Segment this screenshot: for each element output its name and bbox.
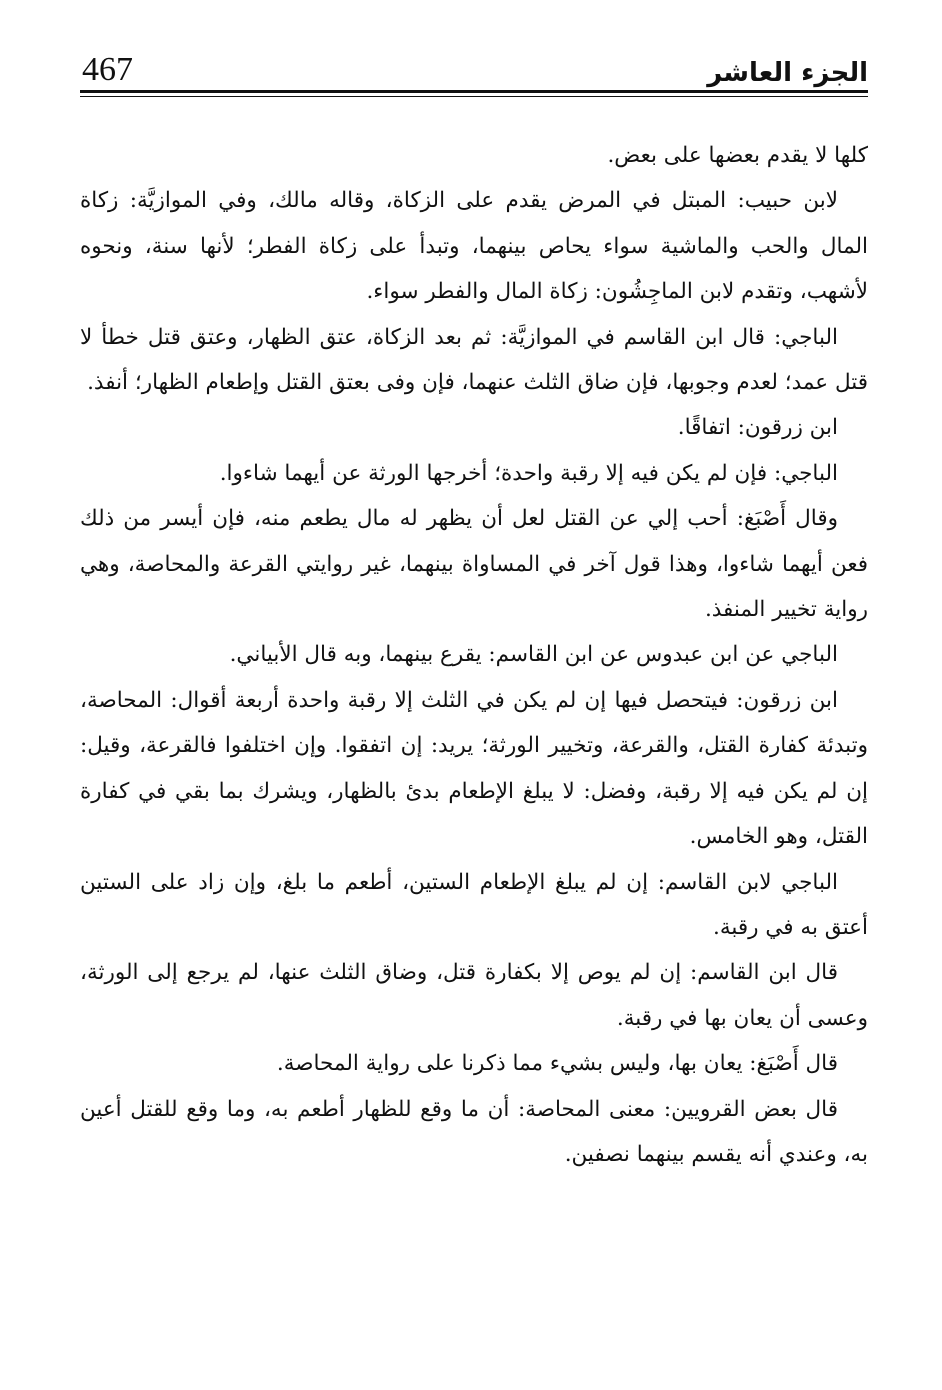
paragraph-6: وقال أَصْبَغ: أحب إلي عن القتل لعل أن يظهر له مال يطعم منه، فإن أيسر من ذلك فعن أيهما شاءوا، وهذا قول آخر في المساواة بينهما، غير روايتي القرعة والمحاصة، وهي رواية تخيير المنفذ. (80, 506, 868, 623)
page-number: 467 (82, 51, 133, 88)
body-text (80, 133, 868, 1177)
paragraph-11: قال أَصْبَغ: يعان بها، وليس بشيء مما ذكرنا على رواية المحاصة. (276, 1051, 838, 1077)
paragraph-3: الباجي: قال ابن القاسم في الموازيَّة: ثم بعد الزكاة، عتق الظهار، وعتق قتل خطأ لا قتل عمد؛ لعدم وجوبها، فإن ضاق الثلث عنهما، فإن وفى بعتق القتل وإطعام الظهار؛ أنفذ. (80, 324, 868, 396)
paragraph-4: ابن زرقون: اتفاقًا. (677, 415, 838, 441)
paragraph-7: الباجي عن ابن عبدوس عن ابن القاسم: يقرع بينهما، وبه قال الأبياني. (229, 642, 838, 668)
header-rule-thick (80, 90, 868, 93)
paragraph-5: الباجي: فإن لم يكن فيه إلا رقبة واحدة؛ أخرجها الورثة عن أيهما شاءوا. (219, 460, 838, 486)
paragraph-12: قال بعض القرويين: معنى المحاصة: أن ما وقع للظهار أطعم به، وما وقع للقتل أعين به، وعندي أنه يقسم بينهما نصفين. (80, 1096, 868, 1167)
paragraph-9: الباجي لابن القاسم: إن لم يبلغ الإطعام الستين، أطعم ما بلغ، وإن زاد على الستين أعتق به في رقبة. (80, 869, 868, 940)
paragraph-8: ابن زرقون: فيتحصل فيها إن لم يكن في الثلث إلا رقبة واحدة أربعة أقوال: المحاصة، وتبدئة كفارة القتل، والقرعة، وتخيير الورثة؛ يريد: إن اتفقوا. وإن اختلفوا فالقرعة، وقيل: إن لم يكن فيه إلا رقبة، وفضل: لا يبلغ الإطعام بدئ بالظهار، ويشرك بما بقي في كفارة القتل، وهو الخامس. (80, 687, 868, 850)
running-head: الجزء العاشر (707, 58, 868, 88)
header-rule-thin (80, 96, 868, 97)
paragraph-1: كلها لا يقدم بعضها على بعض. (607, 143, 868, 168)
paragraph-2: لابن حبيب: المبتل في المرض يقدم على الزكاة، وقاله مالك، وفي الموازيَّة: زكاة المال والحب والماشية سواء يحاص بينهما، وتبدأ على زكاة الفطر؛ لأنها سنة، ونحوه لأشهب، وتقدم لابن الماجِشُون: زكاة المال والفطر سواء. (80, 188, 868, 305)
paragraph-10: قال ابن القاسم: إن لم يوص إلا بكفارة قتل، وضاق الثلث عنها، لم يرجع إلى الورثة، وعسى أن يعان بها في رقبة. (80, 960, 868, 1031)
page-header (80, 42, 868, 100)
